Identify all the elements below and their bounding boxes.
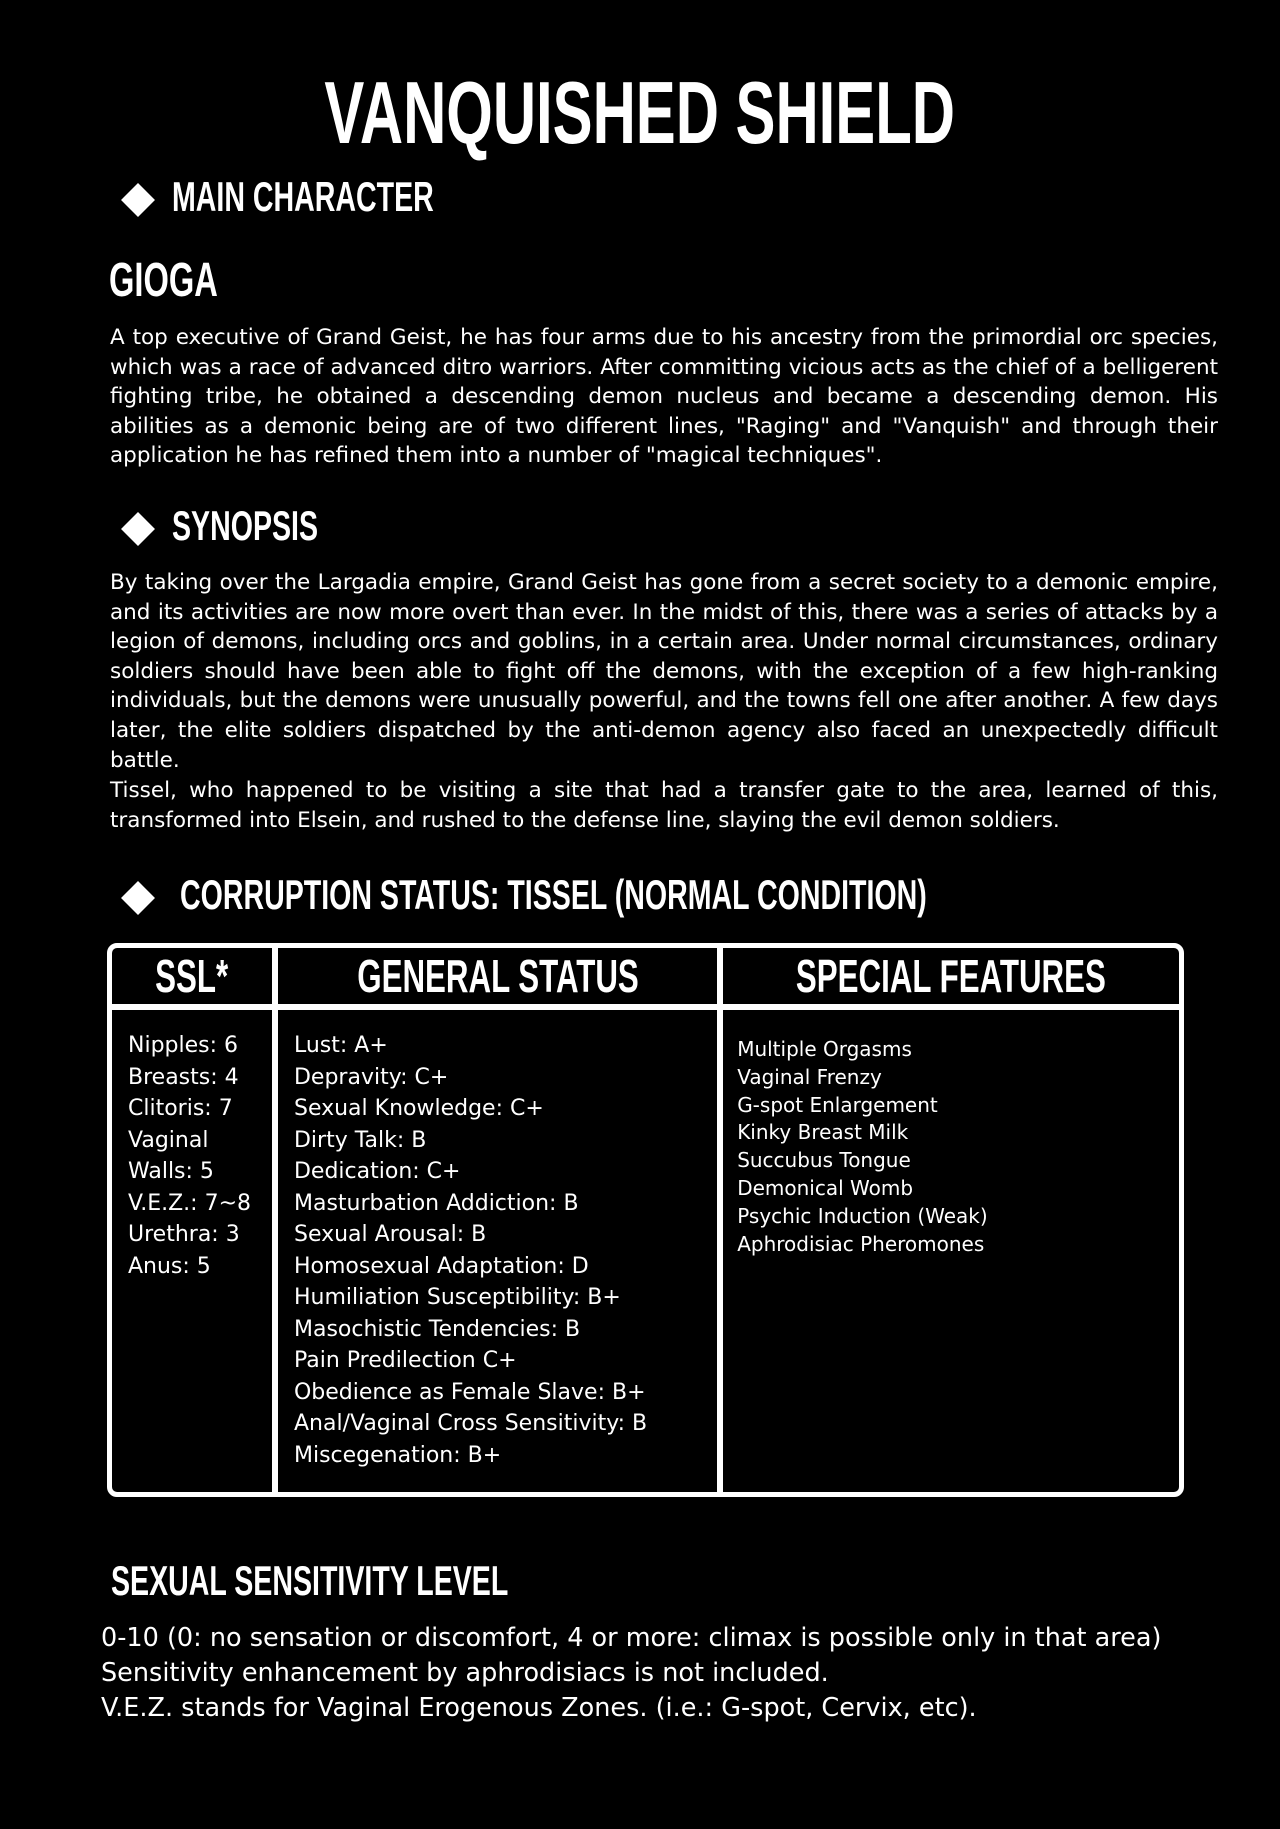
diamond-bullet-icon	[121, 183, 155, 217]
special-feature-item: Psychic Induction (Weak)	[737, 1203, 988, 1228]
ssl-item: V.E.Z.: 7~8	[128, 1190, 251, 1216]
ssl-note	[101, 1621, 1211, 1726]
special-feature-item: Kinky Breast Milk	[737, 1120, 909, 1145]
special-feature-item: Aphrodisiac Pheromones	[737, 1231, 985, 1256]
general-status-item: Sexual Arousal: B	[293, 1222, 487, 1247]
ssl-item: Urethra: 3	[128, 1222, 240, 1247]
ssl-note-heading: SEXUAL SENSITIVITY LEVEL	[111, 1557, 509, 1604]
page-title: VANQUISHED SHIELD	[324, 63, 956, 162]
general-status-item: Pain Predilection C+	[293, 1348, 517, 1373]
character-name: GIOGA	[109, 254, 218, 307]
general-status-item: Dirty Talk: B	[293, 1127, 427, 1153]
special-feature-item: Succubus Tongue	[737, 1148, 911, 1173]
corruption-status-table	[107, 943, 1184, 1497]
ssl-note-line: 0-10 (0: no sensation or discomfort, 4 or more: climax is possible only in that area)	[101, 1623, 1162, 1653]
corruption-heading: CORRUPTION STATUS: TISSEL (NORMAL CONDITION)	[180, 871, 927, 918]
general-status-item: Dedication: C+	[293, 1159, 461, 1184]
synopsis-paragraph: By taking over the Largadia empire, Grand Geist has gone from a secret society to a demonic empire, and its activities are now more overt than ever. In the midst of this, there was a series of attacks by a legion of demons, including orcs and goblins, in a certain area. Under normal circumstances, ordinary soldiers should have been able to fight off the demons, with the exception of a few high-ranking individuals, but the demons were unusually powerful, and the towns fell one after another. A few days later, the elite soldiers dispatched by the anti-demon agency also faced an unexpectedly difficult battle.	[110, 570, 1218, 773]
column-header-special-features: SPECIAL FEATURES	[723, 948, 1179, 1010]
general-status-item: Anal/Vaginal Cross Sensitivity: B	[293, 1411, 648, 1436]
general-status-item: Lust: A+	[293, 1033, 388, 1058]
character-description: A top executive of Grand Geist, he has four arms due to his ancestry from the primordial orc species, which was a race of advanced ditro warriors. After committing vicious acts as the chief of a belligerent fighting tribe, he obtained a descending demon nucleus and became a descending demon. His abilities as a demonic being are of two different lines, "Raging" and "Vanquish" and through their application he has refined them into a number of "magical techniques".	[110, 325, 1218, 469]
ssl-note-line: V.E.Z. stands for Vaginal Erogenous Zones. (i.e.: G-spot, Cervix, etc).	[101, 1693, 977, 1723]
special-feature-item: Vaginal Frenzy	[737, 1064, 882, 1089]
general-status-item: Humiliation Susceptibility: B+	[293, 1285, 621, 1310]
special-feature-item: G-spot Enlargement	[737, 1092, 938, 1117]
ssl-note-line: Sensitivity enhancement by aphrodisiacs is not included.	[101, 1658, 829, 1688]
special-feature-item: Multiple Orgasms	[737, 1037, 912, 1061]
column-header-ssl: SSL*	[112, 948, 278, 1010]
general-status-item: Sexual Knowledge: C+	[293, 1096, 544, 1121]
synopsis-paragraph: Tissel, who happened to be visiting a site that had a transfer gate to the area, learned of this, transformed into Elsein, and rushed to the defense line, slaying the evil demon soldiers.	[110, 778, 1218, 833]
column-header-general-status: GENERAL STATUS	[278, 948, 723, 1010]
special-feature-item: Demonical Womb	[737, 1175, 914, 1200]
general-status-item: Obedience as Female Slave: B+	[293, 1379, 646, 1405]
general-status-item: Masochistic Tendencies: B	[293, 1316, 581, 1342]
general-status-item: Miscegenation: B+	[293, 1442, 502, 1468]
diamond-bullet-icon	[121, 512, 155, 546]
ssl-item: Breasts: 4	[128, 1064, 239, 1090]
diamond-bullet-icon	[121, 881, 155, 915]
general-status-item: Depravity: C+	[293, 1064, 449, 1090]
general-status-item: Masturbation Addiction: B	[293, 1190, 579, 1216]
special-features-list	[723, 1010, 1179, 1492]
general-status-list	[278, 1010, 723, 1492]
general-status-item: Homosexual Adaptation: D	[293, 1253, 589, 1279]
main-character-heading: MAIN CHARACTER	[172, 173, 434, 220]
ssl-list	[112, 1010, 278, 1492]
ssl-item: Nipples: 6	[128, 1033, 239, 1058]
ssl-item: Vaginal Walls: 5	[128, 1127, 214, 1184]
ssl-item: Clitoris: 7	[128, 1096, 233, 1121]
ssl-item: Anus: 5	[128, 1253, 211, 1279]
synopsis-heading: SYNOPSIS	[172, 502, 319, 549]
